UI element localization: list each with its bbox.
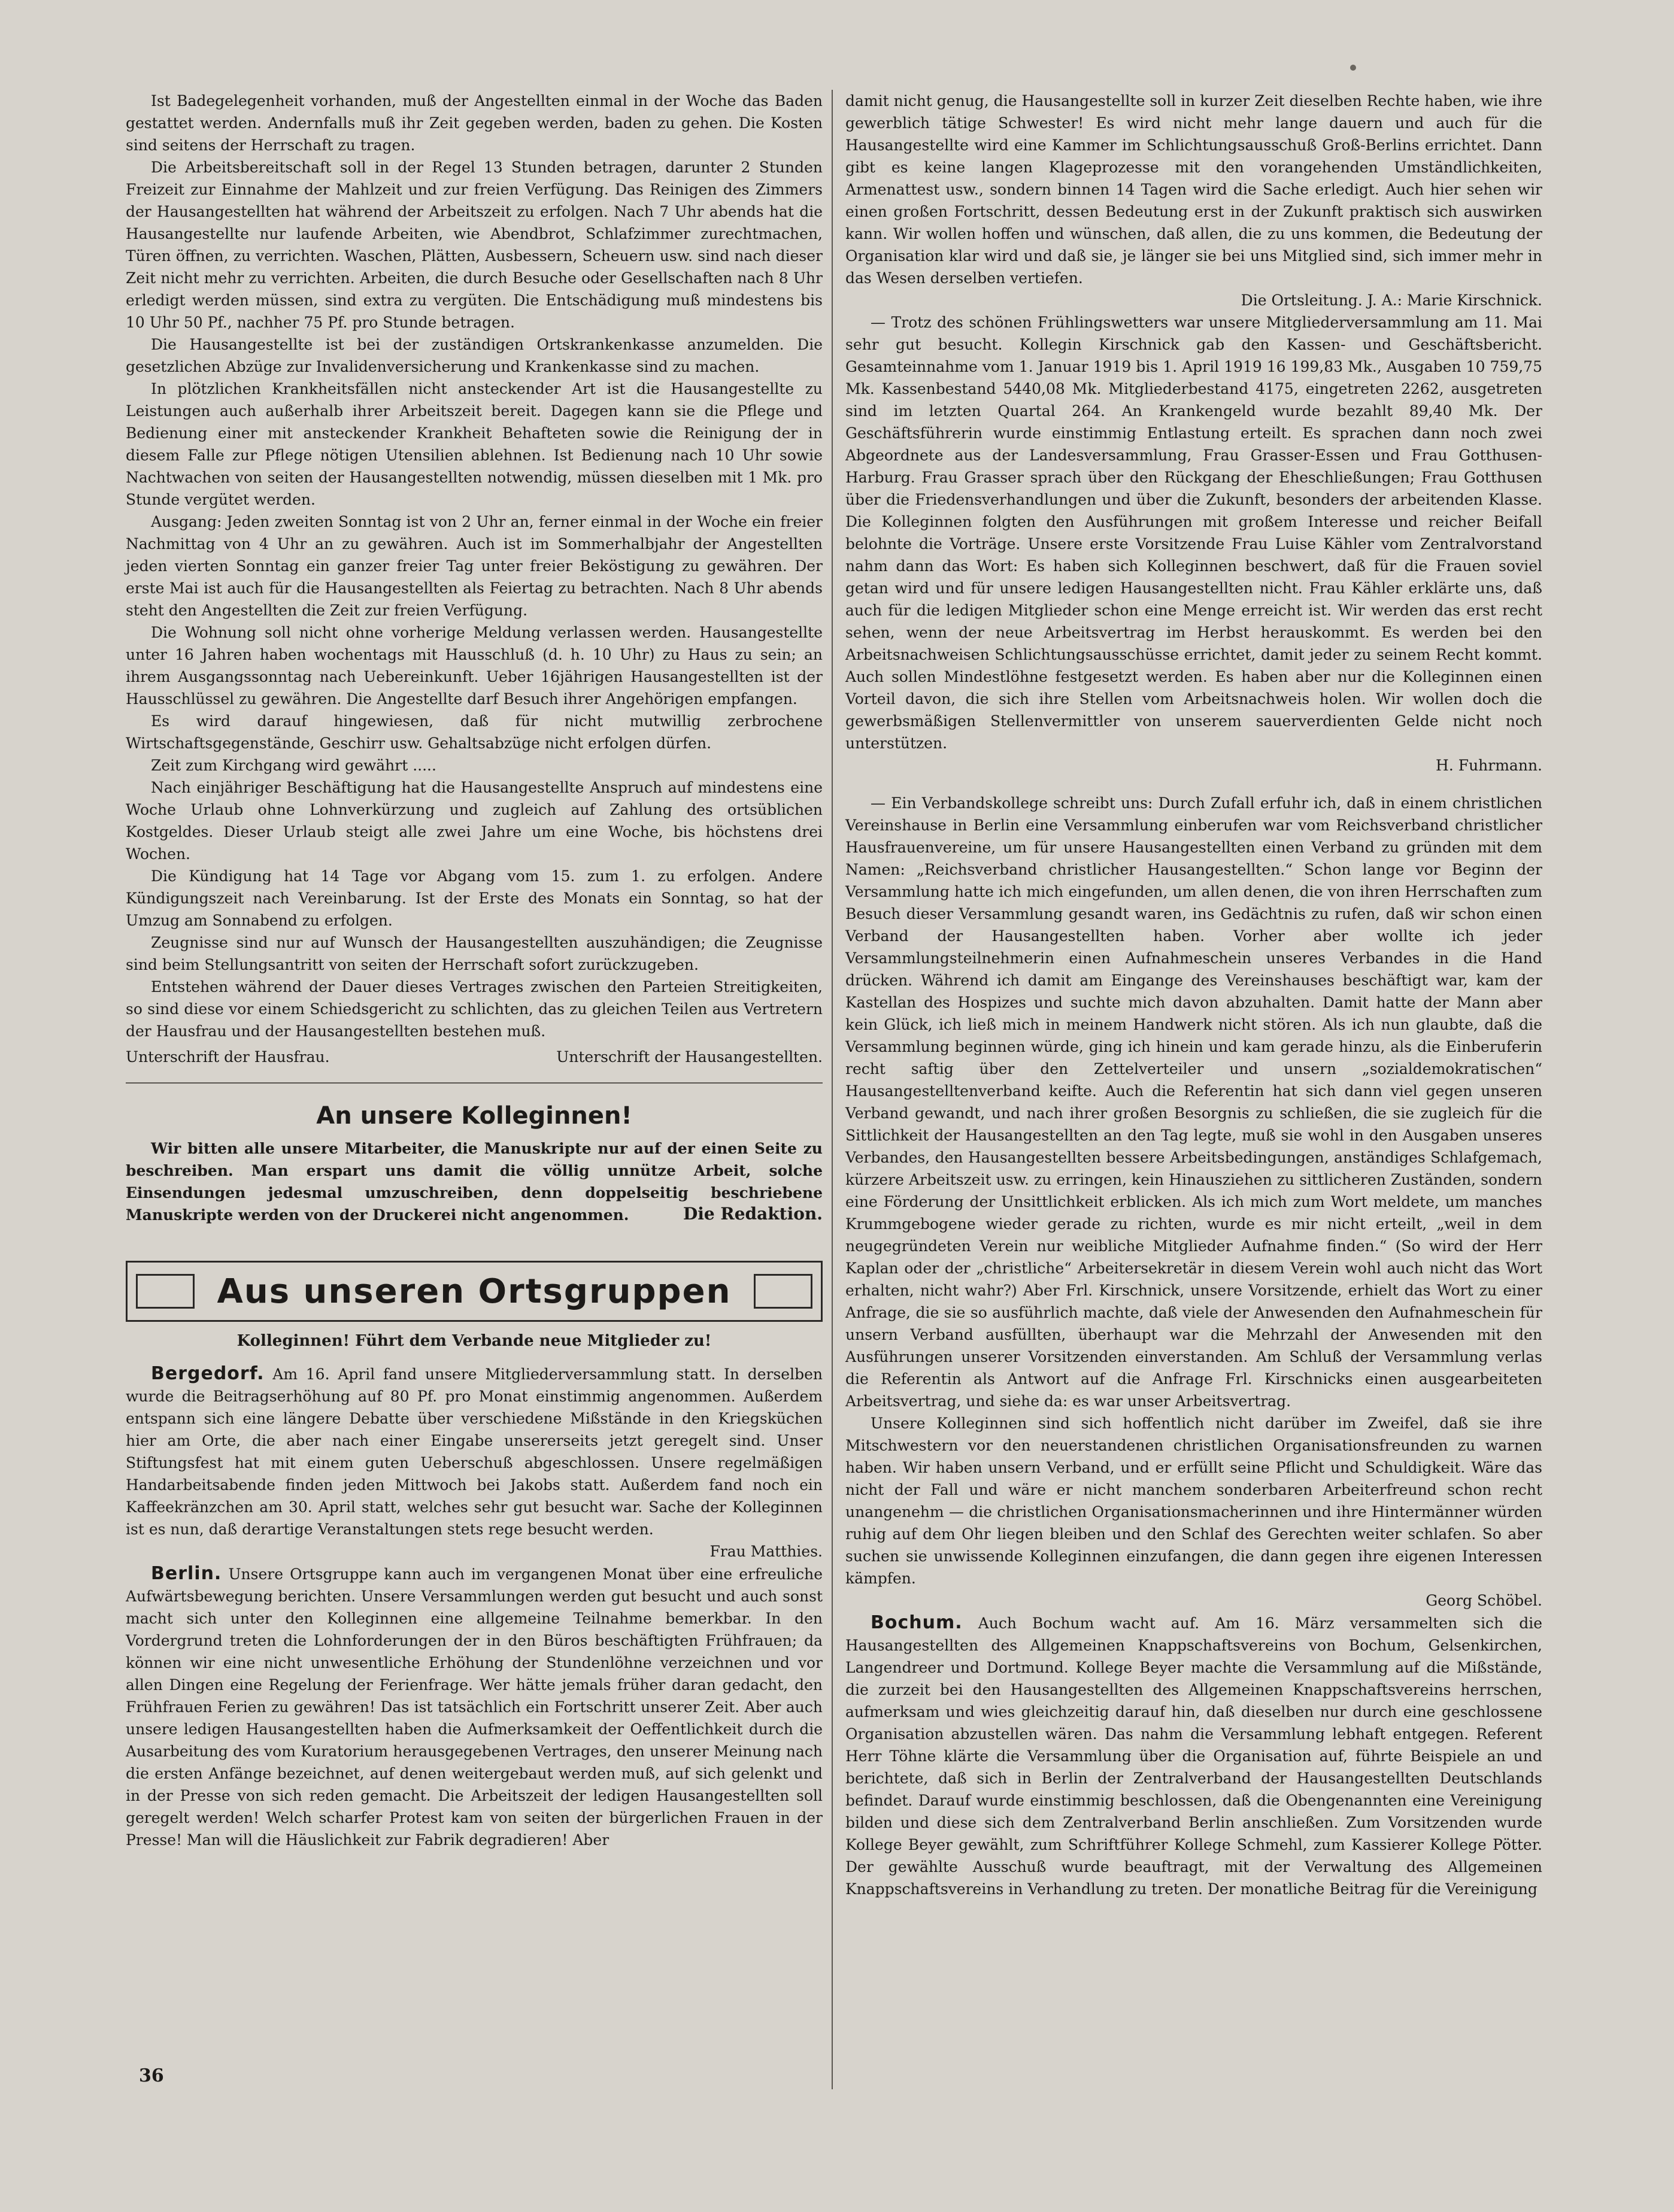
divider [126, 1082, 823, 1084]
ink-spot [1350, 65, 1356, 71]
banner-right-box [754, 1274, 812, 1309]
berlin-text: Unsere Ortsgruppe kann auch im vergangenen Monat über eine erfreuliche Aufwärtsbewegung berichten. Unsere Versammlungen werden gut besucht und auch sonst macht sich unter den Kolleginnen eine allgemeine Teilnahme bemerkbar. In den Vordergrund treten die Lohnforderungen der in den Büros beschäftigten Frühfrauen; da können wir eine nicht unwesentliche Erhöhung der Stundenlöhne verzeichnen und vor allen Dingen eine Regelung der Ferienfrage. Wer hätte jemals früher daran gedacht, den Frühfrauen Ferien zu gewähren! Das ist tatsächlich ein Fortschritt unserer Zeit. Aber auch unsere ledigen Hausangestellten haben die Aufmerksamkeit der Oeffentlichkeit durch die Ausarbeitung des vom Kuratorium herausgegebenen Vertrages, den unserer Meinung nach die ersten Anfänge bezeichnet, auf denen weitergebaut werden muß, auf sich gelenkt und in der Presse von sich reden gemacht. Die Arbeitszeit der ledigen Hausangestellten soll geregelt werden! Welch scharfer Protest kam von seiten der bürgerlichen Frauen in der Presse! Man will die Häuslichkeit zur Fabrik degradieren! Aber [126, 1565, 823, 1849]
paragraph-may-meeting: — Trotz des schönen Frühlingswetters war unsere Mitgliederversammlung am 11. Mai sehr gut besucht. Kollegin Kirschnick gab den Kassen- und Geschäftsbericht. Gesamteinnahme vom 1. Januar 1919 bis 1. April 1919 16 199,83 Mk., Ausgaben 10 759,75 Mk. Kassenbestand 5440,08 Mk. Mitgliederbestand 4175, eingetreten 2262, ausgetreten sind im letzten Quartal 264. An Krankengeld wurde bezahlt 89,40 Mk. Der Geschäftsführerin wurde einstimmig Entlastung erteilt. Es sprachen dann noch zwei Abgeordnete aus der Landesversammlung, Frau Grasser-Essen und Frau Gotthusen-Harburg. Frau Grasser sprach über den Rückgang der Eheschließungen; Frau Gotthusen über die Friedensverhandlungen und über die Zukunft, besonders der arbeitenden Klasse. Die Kolleginnen folgten den Ausführungen mit großem Interesse und reicher Beifall belohnte die Vorträge. Unsere erste Vorsitzende Frau Luise Kähler vom Zentralvorstand nahm dann das Wort: Es haben sich Kolleginnen beschwert, daß für die Frauen soviel getan wird und für unsere ledigen Hausangestellten nicht. Frau Kähler erklärte uns, daß auch für die ledigen Mitglieder schon eine Menge erreicht ist. Wir werden das erst recht sehen, wenn der neue Arbeitsvertrag im Herbst herauskommt. Es werden bei den Arbeitsnachweisen Schlichtungsausschüsse errichtet, damit jeder zu seinem Recht kommt. Auch sollen Mindestlöhne festgesetzt werden. Es haben aber nur die Kolleginnen einen Vorteil davon, die sich ihre Stellen vom Arbeitsnachweis holen. Wir wollen doch die gewerbsmäßigen Stellenvermittler von unserem sauerverdienten Gelde nicht noch unterstützen. [845, 314, 1542, 752]
banner-left-box [136, 1274, 195, 1309]
signature-line [126, 1046, 823, 1068]
signature-fuhrmann: H. Fuhrmann. [1436, 757, 1542, 774]
place-bochum: Bochum. [871, 1612, 963, 1633]
paragraph-christian-association: — Ein Verbandskollege schreibt uns: Durch Zufall erfuhr ich, daß in einem christlichen Vereinshause in Berlin eine Versammlung einberufen war vom Reichsverband christlicher Hausfrauenvereine, um für unsere Hausangestellten einen Verband zu gründen mit dem Namen: „Reichsverband christlicher Hausangestellten.“ Schon lange vor Beginn der Versammlung hatte ich mich eingefunden, um allen denen, die von ihren Herrschaften zum Besuch dieser Versammlung gesandt waren, ins Gedächtnis zu rufen, daß wir schon einen Verband der Hausangestellten haben. Vorher aber wollte ich jeder Versammlungsteilnehmerin einen Aufnahmeschein unseres Verbandes in die Hand drücken. Während ich damit am Eingange des Vereinshauses beschäftigt war, kam der Kastellan des Hospizes und suchte mich davon abzuhalten. Damit hatte der Mann aber kein Glück, ich ließ mich in meinem Handwerk nicht stören. Als ich nun glaubte, daß die Versammlung beginnen würde, ging ich hinein und kam gerade hinzu, als die Einberuferin recht saftig über den Zettelverteiler und unsern „sozialdemokratischen“ Hausangestelltenverband keifte. Auch die Referentin hat sich dann viel gegen unseren Verband gewandt, und nach ihrer großen Besorgnis zu schließen, die sie zugleich für die Sittlichkeit der Hausangestellten an den Tag legte, muß sie wohl in den Ausgaben unseres Verbandes, den Hausangestellten bessere Arbeitsbedingungen, anständiges Schlafgemach, kürzere Arbeitszeit usw. zu erringen, kein Hinausziehen zu sittlicheren Zuständen, sondern eine Förderung der Unsittlichkeit erblicken. Als ich mich zum Wort meldete, um manches Krummgebogene wieder gerade zu richten, wurde es mir nicht erteilt, „weil in dem neugegründeten Verein nur weibliche Mitglieder Aufnahme finden.“ (So wird der Herr Kaplan oder der „christliche“ Arbeitersekretär in diesem Verein wohl auch nicht das Wort erhalten, nicht wahr?) Aber Frl. Kirschnick, unsere Vorsitzende, erhielt das Wort zu einer Anfrage, die sie so ausführlich machte, daß viele der Anwesenden den Aufnahmeschein für unsern Verband ausfüllten, überhaupt war die Mehrzahl der Anwesenden mit den Ausführungen unserer Vorsitzenden einverstanden. Am Schluß der Versammlung verlas die Referentin als Antwort auf die Anfrage Frl. Kirschnicks einen ausgearbeiteten Arbeitsvertrag, und siehe da: es war unser Arbeitsvertrag. [845, 794, 1542, 1410]
report-berlin [126, 1562, 823, 1851]
column-divider [832, 90, 833, 2089]
report-bergedorf [126, 1363, 823, 1540]
paragraph-illness: In plötzlichen Krankheitsfällen nicht ansteckender Art ist die Hausangestellte zu Leistungen auch außerhalb ihrer Arbeitszeit bereit. Dagegen kann sie die Pflege und Bedienung einer mit ansteckender Krankheit Behafteten sowie die Reinigung der in diesem Falle zur Pflege nötigen Utensilien ablehnen. Ist Bedienung nach 10 Uhr sowie Nachtwachen von seiten der Hausangestellten notwendig, müssen dieselben mit 1 Mk. pro Stunde vergütet werden. [126, 380, 823, 508]
right-column [845, 90, 1542, 1900]
signature-schoebel: Georg Schöbel. [1426, 1592, 1542, 1609]
paragraph-notice-period: Die Kündigung hat 14 Tage vor Abgang vom 15. zum 1. zu erfolgen. Andere Kündigungszeit nach Vereinbarung. Ist der Erste des Monats ein Sonntag, so hat der Umzug am Sonnabend zu erfolgen. [126, 867, 823, 929]
place-bergedorf: Bergedorf. [151, 1363, 265, 1384]
bergedorf-text: Am 16. April fand unsere Mitgliederversammlung statt. In derselben wurde die Beitragserhöhung auf 80 Pf. pro Monat einstimmig angenommen. Außerdem entspann sich eine längere Debatte über verschiedene Mißstände in den Kriegsküchen hier am Orte, die aber nach einer Eingabe unsererseits jetzt geregelt sind. Unser Stiftungsfest hat mit einem guten Ueberschuß abgeschlossen. Unsere regelmäßigen Handarbeitsabende finden jeden Mittwoch bei Jakobs statt. Außerdem fand noch ein Kaffeekränzchen am 30. April statt, welches sehr gut besucht war. Sache der Kolleginnen ist es nun, daß derartige Veranstaltungen stets rege besucht werden. [126, 1366, 823, 1538]
notice-signature: Die Redaktion. [683, 1204, 823, 1224]
signature-matthies: Frau Matthies. [709, 1543, 823, 1560]
paragraph-warning: Unsere Kolleginnen sind sich hoffentlich nicht darüber im Zweifel, daß sie ihre Mitschwestern vor den neuerstandenen christlichen Organisationsfreunden zu warnen haben. Wir haben unsern Verband, und er erfüllt seine Pflicht und Schuldigkeit. Wäre das nicht der Fall und wäre er nicht manchem sonderbaren Arbeiterfreund schon recht unangenehm — die christlichen Organisationsmacherinnen und ihre Hintermänner würden ruhig auf dem Ohr liegen bleiben und den Schlaf des Gerechten weiter schlafen. So aber suchen sie unwissende Kolleginnen einzufangen, die dann gegen ihre eigenen Interessen kämpfen. [845, 1415, 1542, 1587]
paragraph-bath: Ist Badegelegenheit vorhanden, muß der Angestellten einmal in der Woche das Baden gestattet werden. Andernfalls muß ihr Zeit gegeben werden, baden zu gehen. Die Kosten sind seitens der Herrschaft zu tragen. [126, 92, 823, 154]
bochum-text: Auch Bochum wacht auf. Am 16. März versammelten sich die Hausangestellten des Allgemeinen Knappschaftsvereins von Bochum, Gelsenkirchen, Langendreer und Dortmund. Kollege Beyer machte die Versammlung auf die Mißstände, die zurzeit bei den Hausangestellten des Allgemeinen Knappschaftsvereins herrschen, aufmerksam und wies gleichzeitig darauf hin, daß dieselben nur durch eine geschlossene Organisation abzustellen wären. Das nahm die Versammlung lebhaft entgegen. Referent Herr Töhne klärte die Versammlung über die Organisation auf, führte Beispiele an und berichtete, daß sich in Berlin der Zentralverband der Hausangestellten Deutschlands befindet. Darauf wurde einstimmig beschlossen, daß die Obengenannten eine Vereinigung bilden und diese sich dem Zentralverband Berlin anschließen. Zum Vorsitzenden wurde Kollege Beyer gewählt, zum Schriftführer Kollege Schmehl, zum Kassierer Kollege Pötter. Der gewählte Ausschuß wurde beauftragt, mit der Verwaltung des Allgemeinen Knappschaftsvereins in Verhandlung zu treten. Der monatliche Beitrag für die Vereinigung [845, 1615, 1542, 1898]
paragraph-church: Zeit zum Kirchgang wird gewährt ..... [151, 757, 436, 774]
page-number: 36 [139, 2065, 164, 2086]
section-banner [126, 1261, 823, 1322]
notice-body: Wir bitten alle unsere Mitarbeiter, die Manuskripte nur auf der einen Seite zu beschreiben. Man erspart uns damit die völlig unnütze Arbeit, solche Einsendungen jedesmal umzuschreiben, denn doppelseitig beschriebene Manuskripte werden von der Druckerei nicht angenommen. [126, 1140, 823, 1224]
section-title: Aus unseren Ortsgruppen [217, 1272, 732, 1311]
left-column [126, 90, 823, 1851]
paragraph-residence: Die Wohnung soll nicht ohne vorherige Meldung verlassen werden. Hausangestellte unter 16 Jahren haben wochentags mit Hausschluß (d. h. 10 Uhr) zu Haus zu sein; an ihrem Ausgangssonntag nach Uebereinkunft. Ueber 16jährigen Hausangestellten ist der Hausschlüssel zu gewähren. Die Angestellte darf Besuch ihrer Angehörigen empfangen. [126, 624, 823, 708]
signature-employee: Unterschrift der Hausangestellten. [556, 1048, 823, 1066]
paragraph-breakage: Es wird darauf hingewiesen, daß für nicht mutwillig zerbrochene Wirtschaftsgegenstände, Geschirr usw. Gehaltsabzüge nicht erfolgen dürfen. [126, 712, 823, 752]
paragraph-references: Zeugnisse sind nur auf Wunsch der Hausangestellten auszuhändigen; die Zeugnisse sind beim Stellungsantritt von seiten der Herrschaft sofort zurückzugeben. [126, 934, 823, 973]
section-subtitle: Kolleginnen! Führt dem Verbande neue Mitglieder zu! [236, 1332, 712, 1350]
paragraph-insurance: Die Hausangestellte ist bei der zuständigen Ortskrankenkasse anzumelden. Die gesetzlichen Abzüge zur Invalidenversicherung und Krankenkasse sind zu machen. [126, 336, 823, 375]
paragraph-arbitration: Entstehen während der Dauer dieses Vertrages zwischen den Parteien Streitigkeiten, so sind diese vor einem Schiedsgericht zu schlichten, das zu gleichen Teilen aus Vertretern der Hausfrau und der Hausangestellten bestehen muß. [126, 978, 823, 1040]
place-berlin: Berlin. [151, 1563, 222, 1584]
signature-housewife: Unterschrift der Hausfrau. [126, 1048, 330, 1066]
notice-title: An unsere Kolleginnen! [316, 1102, 632, 1130]
paragraph-time-off: Ausgang: Jeden zweiten Sonntag ist von 2 Uhr an, ferner einmal in der Woche ein freier Nachmittag von 4 Uhr an zu gewähren. Auch ist im Sommerhalbjahr der Angestellten jeden vierten Sonntag ein ganzer freier Tag unter freier Beköstigung zu gewähren. Der erste Mai ist auch für die Hausangestellten als Feiertag zu betrachten. Nach 8 Uhr abends steht den Angestellten die Zeit zur freien Verfügung. [126, 513, 823, 619]
paragraph-working-hours: Die Arbeitsbereitschaft soll in der Regel 13 Stunden betragen, darunter 2 Stunden Freizeit zur Einnahme der Mahlzeit und zur freien Verfügung. Das Reinigen des Zimmers der Hausangestellten hat während der Arbeitszeit zu erfolgen. Nach 7 Uhr abends hat die Hausangestellte nur laufende Arbeiten, wie Abendbrot, Schlafzimmer zurechtmachen, Türen öffnen, zu verrichten. Waschen, Plätten, Ausbessern, Scheuern usw. sind nach dieser Zeit nicht mehr zu verrichten. Arbeiten, die durch Besuche oder Gesellschaften nach 8 Uhr erledigt werden müssen, sind extra zu vergüten. Die Entschädigung muß mindestens bis 10 Uhr 50 Pf., nachher 75 Pf. pro Stunde betragen. [126, 159, 823, 331]
paragraph-berlin-continued: damit nicht genug, die Hausangestellte soll in kurzer Zeit dieselben Rechte haben, wie ihre gewerblich tätige Schwester! Es wird nicht mehr lange dauern und auch für die Hausangestellte wird eine Kammer im Schlichtungsausschuß Groß-Berlins errichtet. Dann gibt es keine langen Klageprozesse mit den vorangehenden Umständlichkeiten, Armenattest usw., sondern binnen 14 Tagen wird die Sache erledigt. Auch hier sehen wir einen großen Fortschritt, dessen Bedeutung erst in der Zukunft praktisch sich auswirken kann. Wir wollen hoffen und wünschen, daß allen, die zu uns kommen, die Bedeutung der Organisation klar wird und daß sie, je länger sie bei uns Mitglied sind, sich immer mehr in das Wesen derselben vertiefen. [845, 92, 1542, 287]
signature-ortsleitung: Die Ortsleitung. J. A.: Marie Kirschnick. [1241, 292, 1542, 309]
report-bochum [845, 1612, 1542, 1900]
paragraph-vacation: Nach einjähriger Beschäftigung hat die Hausangestellte Anspruch auf mindestens eine Woche Urlaub ohne Lohnverkürzung und zugleich auf Zahlung des ortsüblichen Kostgeldes. Dieser Urlaub steigt alle zwei Jahre um eine Woche, bis höchstens drei Wochen. [126, 779, 823, 863]
